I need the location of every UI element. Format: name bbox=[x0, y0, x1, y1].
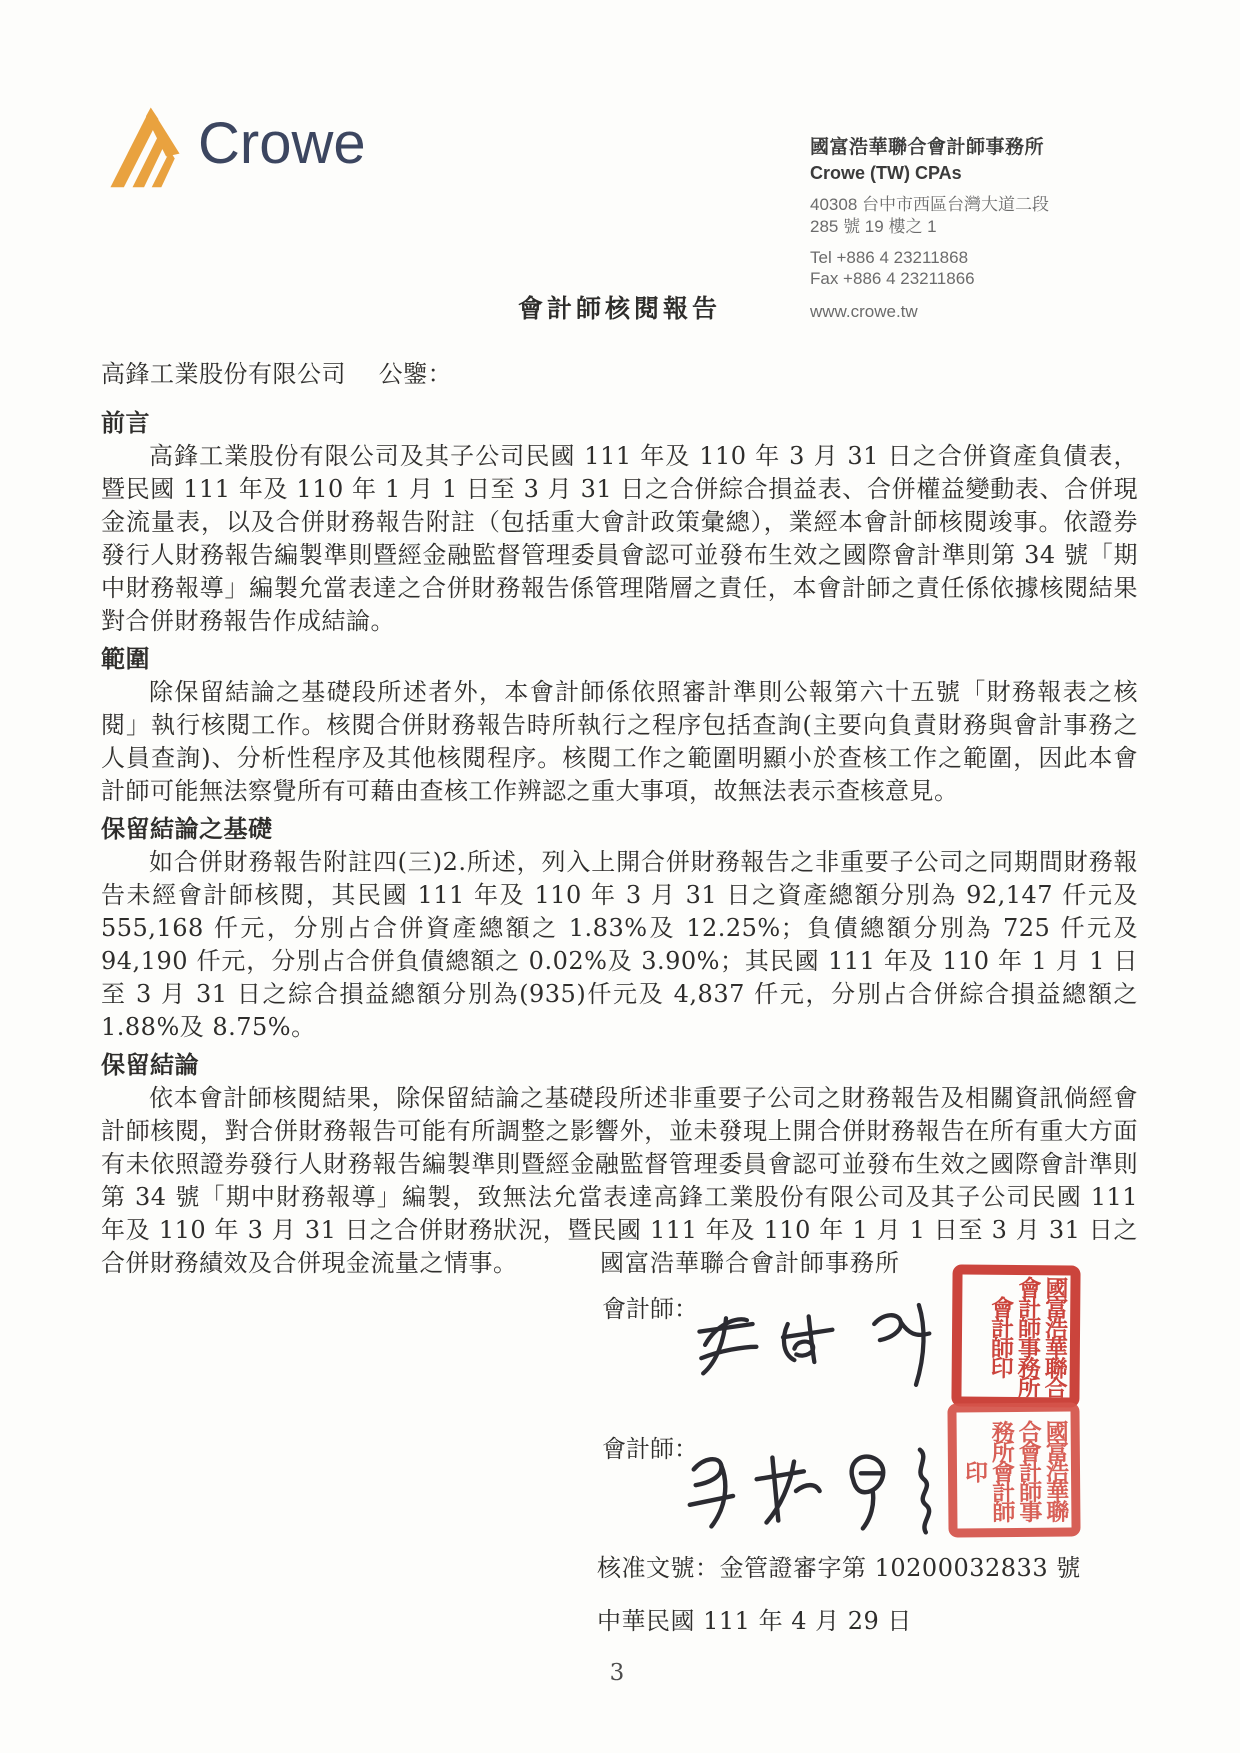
firm-website: www.crowe.tw bbox=[810, 302, 918, 322]
cpa-seal-1-text: 國富浩華聯合會計師事務所會計師印 bbox=[986, 1275, 1069, 1397]
report-date-line: 中華民國 111 年 4 月 29 日 bbox=[597, 1607, 912, 1635]
section-heading-scope: 範圍 bbox=[101, 644, 150, 673]
crowe-mountain-icon bbox=[106, 98, 184, 194]
report-title: 會計師核閱報告 bbox=[517, 294, 721, 323]
section-paragraph-qualified-conclusion: 依本會計師核閱結果，除保留結論之基礎段所述非重要子公司之財務報告及相關資訊倘經會計師核閱，對合併財務報告可能有所調整之影響外，並未發現上開合併財務報告在所有重大方面有未依照證券發行人財務報告編製準則暨經金融監督管理委員會認可並發布生效之國際會計準則第 34 號「期中財務報導」編製，致無法允當表達高鋒工業股份有限公司及其子公司民國 111 年及 110 年 3 月 31 日之合併財務狀況，暨民國 111 年及 110 年 1 月 1 日至 3 月 31 日之合併財務績效及合併現金流量之情事。 bbox=[101, 1084, 1138, 1277]
cpa-label-2: 會計師： bbox=[602, 1435, 698, 1463]
firm-address-line2: 285 號 19 樓之 1 bbox=[810, 216, 937, 236]
section-heading-foreword: 前言 bbox=[101, 408, 150, 437]
crowe-logo bbox=[106, 98, 366, 194]
section-heading-basis-for-qualified-conclusion: 保留結論之基礎 bbox=[101, 814, 273, 843]
page-number: 3 bbox=[609, 1660, 625, 1686]
signing-firm-name: 國富浩華聯合會計師事務所 bbox=[600, 1249, 900, 1277]
cpa-seal-2 bbox=[947, 1402, 1080, 1537]
section-paragraph-basis-for-qualified-conclusion: 如合併財務報告附註四(三)2.所述，列入上開合併財務報告之非重要子公司之同期間財務報告未經會計師核閱，其民國 111 年及 110 年 3 月 31 日之資產總額分別為 92,147 仟元及 555,168 仟元，分別占合併資產總額之 1.83%及 12.25%；負債總額分別為 725 仟元及 94,190 仟元，分別占合併負債總額之 0.02%及 3.90%；其民國 111 年及 110 年 1 月 1 日至 3 月 31 日之綜合損益總額分別為(935)仟元及 4,837 仟元，分別占合併綜合損益總額之 1.88%及 8.75%。 bbox=[101, 848, 1138, 1041]
section-heading-qualified-conclusion: 保留結論 bbox=[101, 1050, 199, 1079]
addressee-line: 高鋒工業股份有限公司 公鑒： bbox=[101, 360, 453, 388]
section-paragraph-foreword: 高鋒工業股份有限公司及其子公司民國 111 年及 110 年 3 月 31 日之合併資產負債表，暨民國 111 年及 110 年 1 月 1 日至 3 月 31 日之合併綜合損益表、合併權益變動表、合併現金流量表，以及合併財務報告附註（包括重大會計政策彙總），業經本會計師核閱竣事。依證券發行人財務報告編製準則暨經金融監督管理委員會認可並發布生效之國際會計準則第 34 號「期中財務報導」編製允當表達之合併財務報告係管理階層之責任，本會計師之責任係依據核閱結果對合併財務報告作成結論。 bbox=[101, 442, 1138, 635]
handwritten-signature-2 bbox=[678, 1433, 973, 1553]
handwritten-signature-1 bbox=[688, 1293, 973, 1393]
firm-tel: Tel +886 4 23211868 bbox=[810, 247, 969, 267]
firm-name-en: Crowe (TW) CPAs bbox=[810, 162, 962, 183]
firm-name-zh: 國富浩華聯合會計師事務所 bbox=[810, 137, 1045, 158]
signature-block bbox=[600, 1243, 1160, 1573]
approval-number-line: 核准文號：金管證審字第 10200032833 號 bbox=[597, 1554, 1081, 1582]
firm-fax: Fax +886 4 23211866 bbox=[810, 269, 975, 288]
crowe-wordmark: Crowe bbox=[198, 110, 366, 176]
section-paragraph-scope: 除保留結論之基礎段所述者外，本會計師係依照審計準則公報第六十五號「財務報表之核閱」執行核閱工作。核閱合併財務報告時所執行之程序包括查詢(主要向負責財務與會計事務之人員查詢)、分析性程序及其他核閱程序。核閱工作之範圍明顯小於查核工作之範圍，因此本會計師可能無法察覺所有可藉由查核工作辨認之重大事項，故無法表示查核意見。 bbox=[101, 678, 1138, 805]
firm-address-line1: 40308 台中市西區台灣大道二段 bbox=[810, 195, 1049, 215]
cpa-seal-2-text: 國富浩華聯合會計師事務所會計師印 bbox=[960, 1419, 1070, 1521]
cpa-seal-1 bbox=[951, 1264, 1080, 1407]
report-body bbox=[101, 292, 1138, 1280]
cpa-label-1: 會計師： bbox=[602, 1295, 698, 1323]
